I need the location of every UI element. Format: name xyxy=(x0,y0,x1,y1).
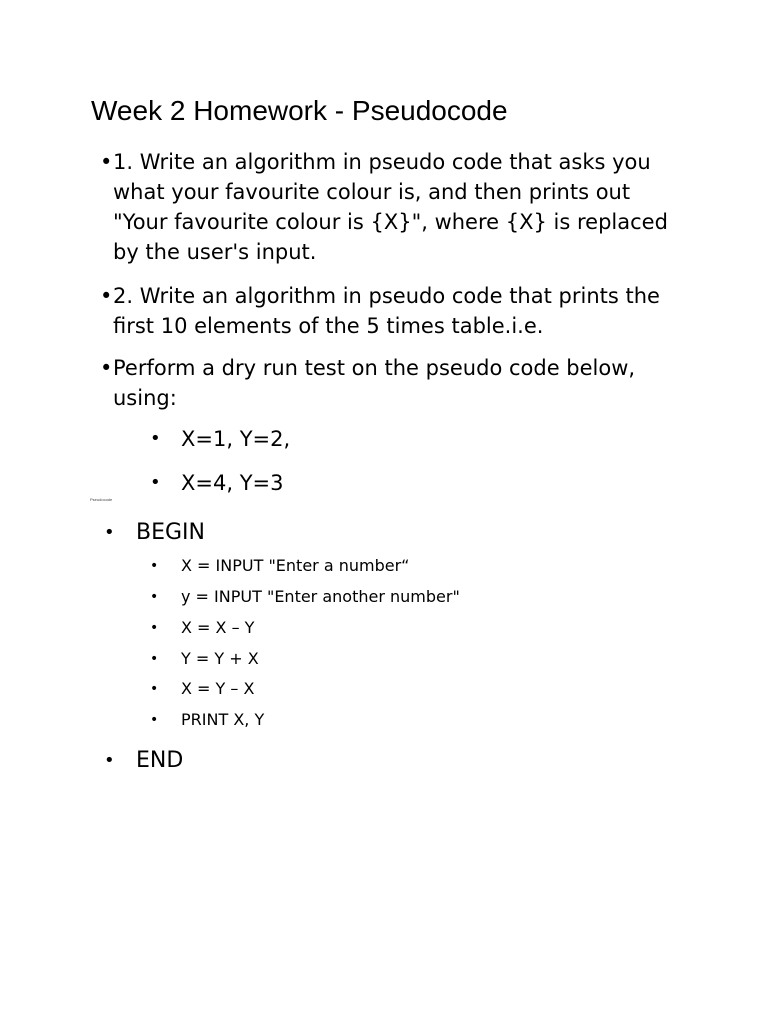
question-text: 1. Write an algorithm in pseudo code that asks you what your favourite colour is, and then prints out "Your favourite colour is {X}", where {X} is replaced by the user's input. xyxy=(113,150,668,264)
test-case xyxy=(150,468,283,498)
bullet: • xyxy=(150,651,159,667)
code-text: PRINT X, Y xyxy=(181,710,265,729)
question-1 xyxy=(100,147,680,267)
code-line xyxy=(150,648,259,670)
test-case-text: X=1, Y=2, xyxy=(181,427,291,451)
bullet: • xyxy=(150,558,159,574)
code-text: Y = Y + X xyxy=(181,649,259,668)
code-text: y = INPUT "Enter another number" xyxy=(181,587,460,606)
code-line xyxy=(150,555,409,577)
begin-text: BEGIN xyxy=(136,520,205,545)
bullet: • xyxy=(104,750,115,771)
code-text: X = INPUT "Enter a number“ xyxy=(181,556,410,575)
bullet: • xyxy=(150,428,161,449)
test-case xyxy=(150,424,290,454)
code-text: X = Y – X xyxy=(181,679,255,698)
question-2 xyxy=(100,281,680,341)
question-3 xyxy=(100,353,680,413)
test-case-text: X=4, Y=3 xyxy=(181,471,284,495)
code-line xyxy=(150,586,460,608)
bullet: • xyxy=(100,284,113,308)
bullet: • xyxy=(150,589,159,605)
code-line xyxy=(150,678,254,700)
question-text: Perform a dry run test on the pseudo code below, using: xyxy=(113,356,636,410)
begin-keyword xyxy=(104,518,205,548)
end-keyword xyxy=(104,746,183,776)
page-title: Week 2 Homework - Pseudocode xyxy=(91,95,508,126)
slide-label: Pseudocode xyxy=(90,497,113,502)
code-text: X = X – Y xyxy=(181,618,255,637)
question-text: 2. Write an algorithm in pseudo code that prints the first 10 elements of the 5 times table.i.e. xyxy=(113,284,660,338)
bullet: • xyxy=(104,522,115,543)
bullet: • xyxy=(100,356,113,380)
end-text: END xyxy=(136,748,184,773)
bullet: • xyxy=(100,150,113,174)
bullet: • xyxy=(150,712,159,728)
bullet: • xyxy=(150,681,159,697)
bullet: • xyxy=(150,620,159,636)
code-line xyxy=(150,617,254,639)
code-line xyxy=(150,709,264,731)
bullet: • xyxy=(150,472,161,493)
